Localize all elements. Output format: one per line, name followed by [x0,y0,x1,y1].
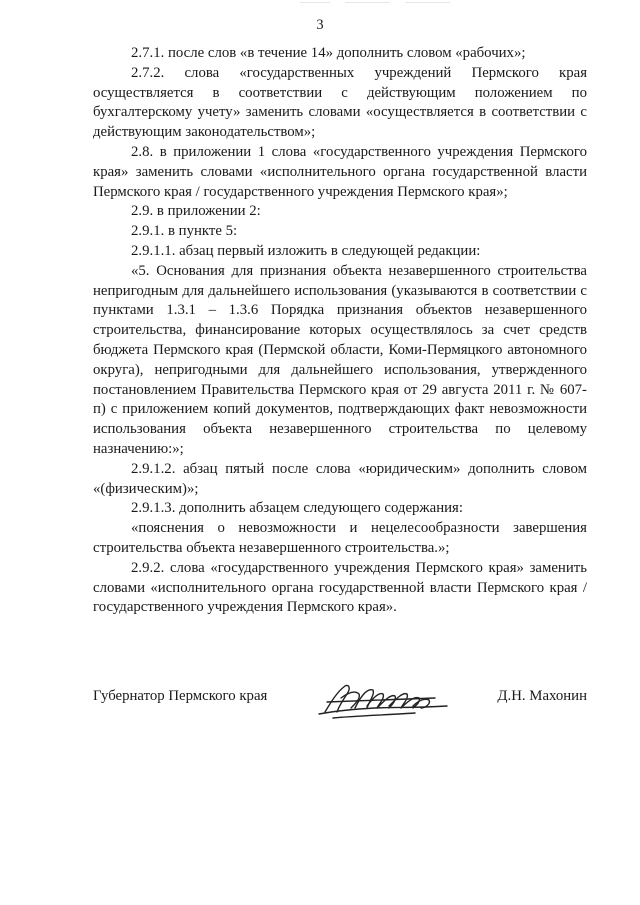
paragraph-2-9: 2.9. в приложении 2: [131,203,261,220]
paragraph-2-8: 2.8. в приложении 1 слова «государственного учреждения Пермского края» заменить словами «исполнительного органа государственной власти Пермского края / государственного учреждения Пермского края»; [93,143,587,200]
signatory-position: Губернатор Пермского края [93,688,268,704]
page-number: 3 [316,17,324,33]
signature-block [93,688,587,728]
quoted-explanation-paragraph: «пояснения о невозможности и нецелесообразности завершения строительства объекта незавершенного строительства.»; [93,520,587,556]
paragraph-2-9-1-1: 2.9.1.1. абзац первый изложить в следующей редакции: [131,242,481,259]
document-body [93,44,587,618]
paragraph-2-9-1-3: 2.9.1.3. дополнить абзацем следующего содержания: [131,500,463,517]
paragraph-2-9-2: 2.9.2. слова «государственного учреждения Пермского края» заменить словами «исполнительного органа государственной власти Пермского края / государственного учреждения Пермского края». [93,559,587,616]
handwritten-signature [315,678,457,724]
paragraph-2-7-2: 2.7.2. слова «государственных учреждений Пермского края осуществляется в соответствии с действующим положением по бухгалтерскому учету» заменить словами «осуществляется в соответствии с действующим законодательством»; [93,64,587,141]
signatory-name: Д.Н. Махонин [497,688,587,704]
paragraph-2-9-1: 2.9.1. в пункте 5: [131,223,238,240]
paragraph-2-7-1: 2.7.1. после слов «в течение 14» дополнить словом «рабочих»; [131,45,526,61]
paragraph-2-9-1-2: 2.9.1.2. абзац пятый после слова «юридическим» дополнить словом «(физическим)»; [93,460,587,497]
quoted-paragraph-5: «5. Основания для признания объекта незавершенного строительства непригодным для дальнейшего использования (указываются в соответствии с пунктами 1.3.1 – 1.3.6 Порядка признания объектов незавершенного строительства, финансирование которых осуществлялось за счет средств бюджета Пермского края (Пермской области, Коми-Пермяцкого автономного округа), непригодными для дальнейшего использования, утвержденного постановлением Правительства Пермского края от 29 августа 2011 г. № 607-п) с приложением копий документов, подтверждающих факт невозможности использования объекта незавершенного строительства по целевому назначению:»; [93,262,587,457]
scan-artifact-line [300,2,450,3]
